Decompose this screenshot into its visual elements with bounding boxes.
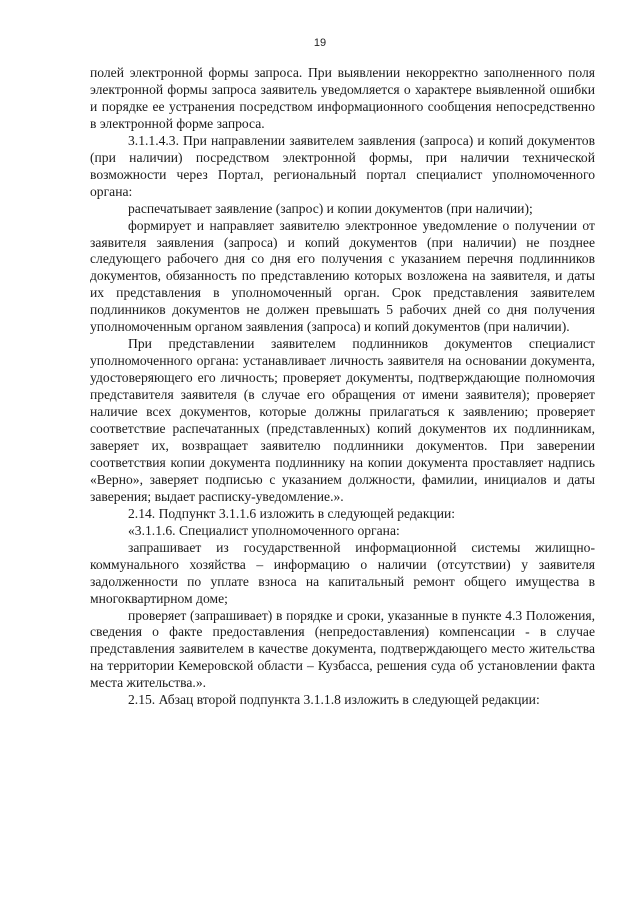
page-number: 19	[313, 37, 327, 49]
paragraph-requests-information: запрашивает из государственной информационной системы жилищно-коммунального хозяйства – информацию о наличии (отсутствии) у заявителя задолженности по уплате взноса на капитальный ремонт общего имущества в многоквартирном доме;	[90, 539, 595, 606]
paragraph-2-14: 2.14. Подпункт 3.1.1.6 изложить в следующей редакции:	[128, 505, 456, 521]
paragraph-checks-compensation: проверяет (запрашивает) в порядке и сроки, указанные в пункте 4.3 Положения, сведения о факте предоставления (непредоставления) компенсации - в случае представления заявителем в качестве документа, подтверждающего место жительства на территории Кемеровской области – Кузбасса, решения суда об установлении факта места жительства.».	[90, 607, 595, 691]
paragraph-2-15: 2.15. Абзац второй подпункта 3.1.1.8 изложить в следующей редакции:	[128, 692, 540, 708]
paragraph-3-1-1-6: «3.1.1.6. Специалист уполномоченного органа:	[128, 522, 400, 538]
paragraph-3-1-1-4-3: 3.1.1.4.3. При направлении заявителем заявления (запроса) и копий документов (при наличии) посредством электронной формы, при наличии технической возможности через Портал, региональный портал специалист уполномоченного органа:	[90, 132, 595, 199]
document-body	[90, 65, 595, 709]
paragraph-forms-notification: формирует и направляет заявителю электронное уведомление о получении от заявителя заявления (запроса) и копий документов (при наличии) не позднее следующего рабочего дня со дня его получения с указанием перечня подлинников документов, обязанность по представлению которых возложена на заявителя, и даты их представления в уполномоченный орган. Срок представления заявителем подлинников документов не должен превышать 5 рабочих дней со дня получения уполномоченным органом заявления (запроса) и копий документов (при наличии).	[90, 217, 595, 335]
paragraph-originals-submission: При представлении заявителем подлинников документов специалист уполномоченного органа: устанавливает личность заявителя на основании документа, удостоверяющего его личность; проверяет документы, подтверждающие полномочия представителя заявителя (в случае его обращения от имени заявителя); проверяет наличие всех документов, которые должны прилагаться к заявлению; проверяет соответствие распечатанных (представленных) копий документов их подлинникам, заверяет их, возвращает заявителю подлинники документов. При заверении соответствия копии документа подлиннику на копии документа проставляет надпись «Верно», заверяет подписью с указанием должности, фамилии, инициалов и даты заверения; выдает расписку-уведомление.».	[90, 336, 595, 504]
paragraph-prints-application: распечатывает заявление (запрос) и копии документов (при наличии);	[128, 200, 533, 216]
paragraph-continuation: полей электронной формы запроса. При выявлении некорректно заполненного поля электронной формы запроса заявитель уведомляется о характере выявленной ошибки и порядке ее устранения посредством информационного сообщения непосредственно в электронной форме запроса.	[90, 65, 595, 131]
